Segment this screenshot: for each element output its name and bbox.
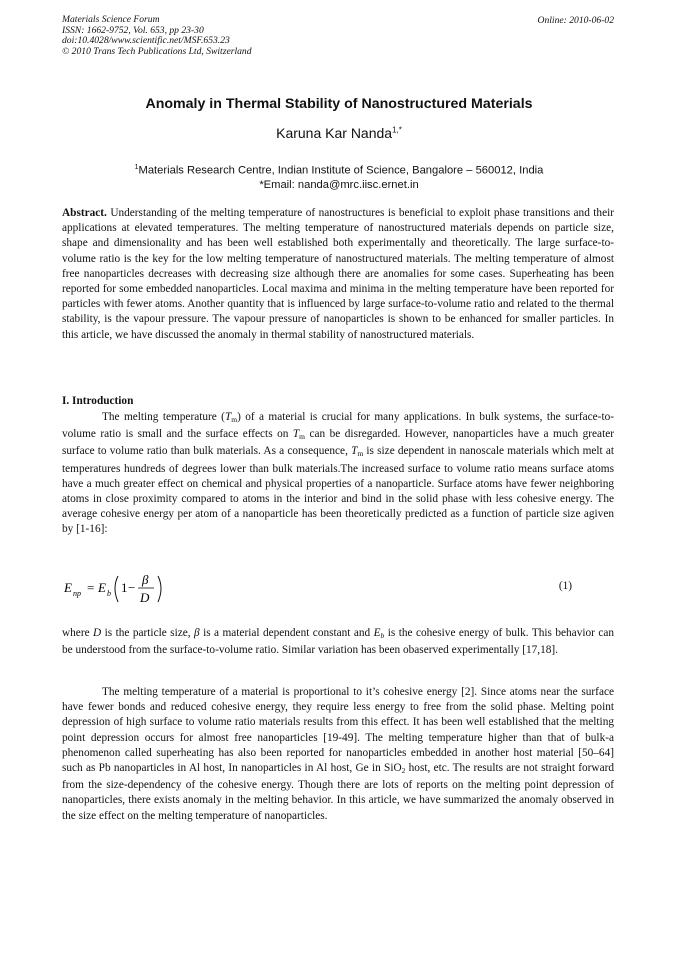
eq-one: 1 xyxy=(121,580,128,595)
eq-lhs-sub: np xyxy=(73,589,81,598)
eq-minus: − xyxy=(128,580,136,595)
affiliation: $^1$Materials Research Centre, Indian Institute of Science, Bangalore – 560012, India xyxy=(134,164,544,177)
affiliation-block xyxy=(0,161,678,192)
eq-rhs-E: E xyxy=(98,580,106,595)
eq-rhs-sub: b xyxy=(107,589,111,598)
section-heading-introduction: I. Introduction xyxy=(62,395,134,407)
paper-title: Anomaly in Thermal Stability of Nanostructured Materials xyxy=(145,96,533,112)
eq-left-paren xyxy=(115,576,118,602)
eq-equals: = xyxy=(87,580,95,595)
author-superscript: 1,* xyxy=(392,125,402,135)
equation-number: (1) xyxy=(558,580,572,592)
online-date: Online: 2010-06-02 xyxy=(537,15,614,26)
intro-paragraph-2: where D is the particle size, β is a material dependent constant and $E_b$ is the cohesive energy of bulk. This behavior can be understood from the surface-to-volume ratio. Similar variation has been obaserved experimentally [17,18]. xyxy=(62,627,615,657)
eq-right-paren xyxy=(158,576,161,602)
journal-issn: ISSN: 1662-9752, Vol. 653, pp 23-30 xyxy=(62,24,204,36)
author-name: Karuna Kar Nanda xyxy=(276,125,393,141)
eq-lhs-E: E xyxy=(64,580,72,595)
journal-name: Materials Science Forum xyxy=(62,14,160,25)
equation-formula xyxy=(62,568,202,608)
abstract-label: Abstract. xyxy=(62,207,107,219)
journal-copyright: © 2010 Trans Tech Publications Ltd, Switzerland xyxy=(62,45,252,57)
affiliation-superscript: 1 xyxy=(134,164,139,171)
author-line xyxy=(0,125,678,141)
journal-header xyxy=(62,15,252,57)
intro-paragraph-1: The melting temperature $(T_m)$ of a material is crucial for many applications. In bulk systems, the surface-to-volume ratio is small and the surface effects on $T_m$ can be disregarded. However, nanoparticles have a much greater surface to volume ratio than bulk materials. As a consequence, $T_m$ is size dependent in nanoscale materials which melt at temperatures hundreds of degrees lower than bulk materials.The increased surface to volume ratio means surface atoms have a much greater effect on chemical and physical properties of a nanoparticle. Surface atoms have fewer neighboring atoms in close proximity compared to atoms in the interior and bind in the solid phase with less cohesive energy. The average cohesive energy per atom of a nanoparticle has been theoretically predicted as a function of particle size agiven by [1-16]: xyxy=(62,411,614,536)
abstract-text: Understanding of the melting temperature of nanostructures is beneficial to exploit phase transitions and their applications at elevated temperatures. The melting temperature of nanostructured materials depends on particle size, shape and dimensionality and has been well established both experimentally and theoretically. The large surface-to-volume ratio is the key for the low melting temperature of nanostructured materials. The melting temperature of almost free nanoparticles decreases with decreasing size although there are anomalies for some cases. Superheating has been reported for some embedded nanoparticles. Local maxima and minima in the melting temperature have been reported for particles with fewer atoms. Another quantity that is influenced by large surface-to-volume ratio and related to the thermal stability, is the vapour pressure. The vapour pressure of nanoparticles is shown to be enhanced for smaller particles. In this article, we have discussed the anomaly in thermal stability of nanostructured materials. xyxy=(62,207,614,341)
intro-paragraph-3: The melting temperature of a material is proportional to it’s cohesive energy [2]. Since atoms near the surface have fewer bonds and reduced cohesive energy, they require less energy to free from the solid phase. Melting point depression of high surface to volume ratio materials results from this effect. It has been well established that the melting point depression occurs for almost free nanoparticles [19-49]. The melting temperature higher than that of bulk-a phenomenon called superheating has also been reported for nanoparticles embedded in another host material [50–64] such as Pb nanoparticles in Al host, In nanoparticles in Al host, Ge in SiO$_2$ host, etc. The results are not straight forward from the size-dependency of the cohesive energy. Though there are lots of reports on the melting point depression of nanoparticles, there exists anomaly in the melting behavior. In this article, we have summarized the anomaly observed in the size effect on the melting temperature of nanoparticles. xyxy=(62,686,614,822)
journal-doi: doi:10.4028/www.scientific.net/MSF.653.23 xyxy=(62,35,230,47)
abstract xyxy=(62,206,614,343)
equation-1 xyxy=(62,568,614,608)
eq-D: D xyxy=(140,590,150,605)
author-email: *Email: nanda@mrc.iisc.ernet.in xyxy=(259,178,419,191)
eq-beta: β xyxy=(142,572,149,587)
